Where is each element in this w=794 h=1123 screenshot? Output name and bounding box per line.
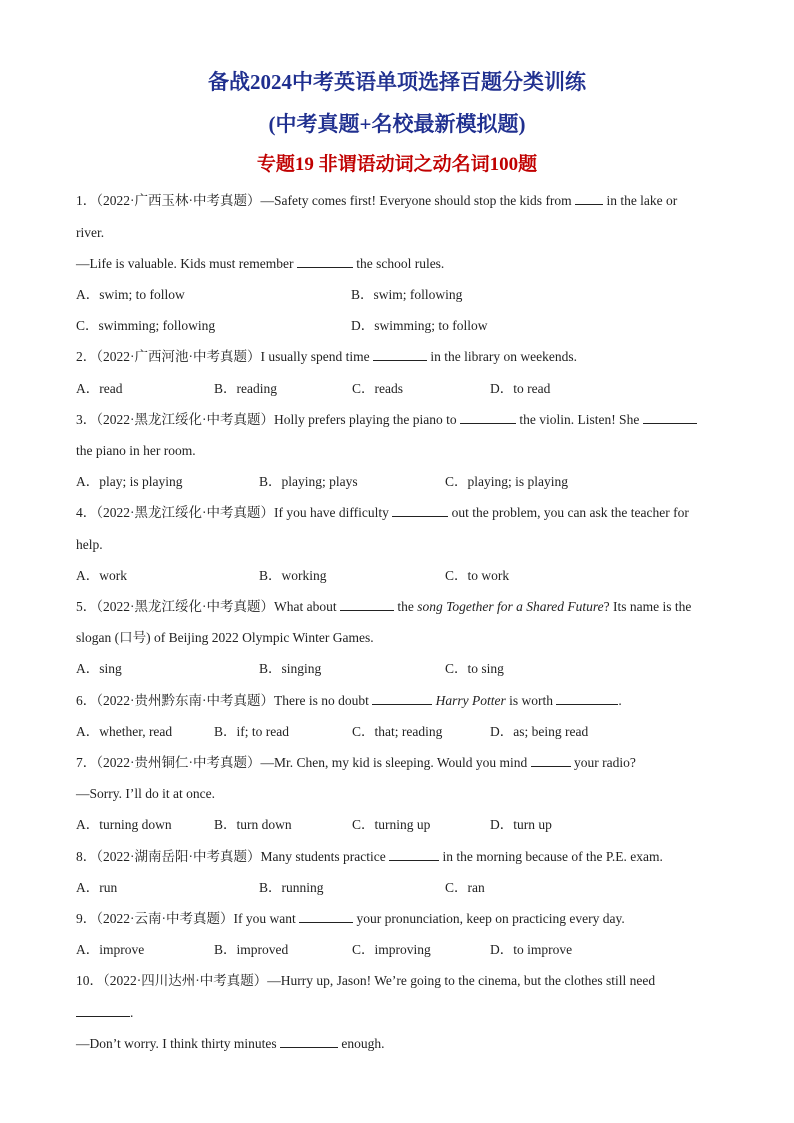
answer-blank <box>643 411 697 424</box>
question-7-option-a: A．turning down <box>76 817 172 832</box>
question-9-option-c: C．improving <box>352 942 431 957</box>
question-7-option-d: D．turn up <box>490 817 552 832</box>
question-2-option-c: C．reads <box>352 381 403 396</box>
question-8-option-c: C．ran <box>445 880 485 895</box>
answer-blank <box>76 1004 130 1017</box>
question-6-line-1: 6．（2022·贵州黔东南·中考真题）There is no doubt Harry Potter is worth . <box>76 693 622 708</box>
question-10-line-1: 10．（2022·四川达州·中考真题）—Hurry up, Jason! We’re going to the cinema, but the clothes still need <box>76 973 656 988</box>
question-6-option-b: B．if; to read <box>214 724 289 739</box>
question-10-line-3: —Don’t worry. I think thirty minutes enough. <box>76 1036 385 1051</box>
question-6-option-a: A．whether, read <box>76 724 173 739</box>
question-2-option-a: A．read <box>76 381 123 396</box>
question-8-option-a: A．run <box>76 880 118 895</box>
answer-blank <box>531 754 571 767</box>
answer-blank <box>340 598 394 611</box>
book-title: Harry Potter <box>435 693 506 708</box>
question-1-line-1: 1．（2022·广西玉林·中考真题）—Safety comes first! Everyone should stop the kids from in the lake or <box>76 193 678 208</box>
document-title: 备战2024中考英语单项选择百题分类训练 <box>208 70 586 94</box>
answer-blank <box>392 504 448 517</box>
question-1-option-d: D．swimming; to follow <box>351 318 488 333</box>
question-3-line-2: the piano in her room. <box>76 443 196 458</box>
question-4-option-b: B．working <box>259 568 327 583</box>
question-6-option-c: C．that; reading <box>352 724 443 739</box>
answer-blank <box>299 910 353 923</box>
song-title: song Together for a Shared Future <box>417 599 604 614</box>
question-1-line-2: river. <box>76 225 105 240</box>
answer-blank <box>575 192 603 205</box>
question-5-line-1: 5．（2022·黑龙江绥化·中考真题）What about the song Together for a Shared Future? Its name is the <box>76 599 692 614</box>
question-5-option-a: A．sing <box>76 661 122 676</box>
answer-blank <box>280 1035 338 1048</box>
question-7-line-2: —Sorry. I’ll do it at once. <box>76 786 215 801</box>
question-9-option-d: D．to improve <box>490 942 573 957</box>
question-5-option-c: C．to sing <box>445 661 504 676</box>
answer-blank <box>389 848 439 861</box>
question-6-option-d: D．as; being read <box>490 724 589 739</box>
answer-blank <box>297 255 353 268</box>
question-7-option-b: B．turn down <box>214 817 292 832</box>
question-2-line-1: 2．（2022·广西河池·中考真题）I usually spend time in the library on weekends. <box>76 349 577 364</box>
question-3-option-c: C．playing; is playing <box>445 474 568 489</box>
question-1-line-3: —Life is valuable. Kids must remember the school rules. <box>76 256 445 271</box>
question-8-line-1: 8．（2022·湖南岳阳·中考真题）Many students practice in the morning because of the P.E. exam. <box>76 849 663 864</box>
answer-blank <box>556 692 618 705</box>
question-1-option-b: B．swim; following <box>351 287 463 302</box>
question-3-option-a: A．play; is playing <box>76 474 183 489</box>
question-9-option-a: A．improve <box>76 942 145 957</box>
question-8-option-b: B．running <box>259 880 324 895</box>
question-5-line-2: slogan (口号) of Beijing 2022 Olympic Winter Games. <box>76 630 374 645</box>
question-9-line-1: 9．（2022·云南·中考真题）If you want your pronunciation, keep on practicing every day. <box>76 911 625 926</box>
question-7-line-1: 7．（2022·贵州铜仁·中考真题）—Mr. Chen, my kid is sleeping. Would you mind your radio? <box>76 755 636 770</box>
question-7-option-c: C．turning up <box>352 817 431 832</box>
question-3-option-b: B．playing; plays <box>259 474 358 489</box>
question-4-option-a: A．work <box>76 568 127 583</box>
answer-blank <box>373 348 427 361</box>
question-5-option-b: B．singing <box>259 661 322 676</box>
question-4-option-c: C．to work <box>445 568 510 583</box>
question-10-line-2: . <box>76 1004 133 1022</box>
question-3-line-1: 3．（2022·黑龙江绥化·中考真题）Holly prefers playing the piano to the violin. Listen! She <box>76 411 697 429</box>
answer-blank <box>460 411 516 424</box>
question-2-option-d: D．to read <box>490 381 551 396</box>
question-4-line-2: help. <box>76 537 103 552</box>
question-9-option-b: B．improved <box>214 942 289 957</box>
document-subtitle: (中考真题+名校最新模拟题) <box>268 112 526 136</box>
topic-heading: 专题19 非谓语动词之动名词100题 <box>256 154 538 175</box>
question-1-option-a: A．swim; to follow <box>76 287 185 302</box>
answer-blank <box>372 692 432 705</box>
question-2-option-b: B．reading <box>214 381 277 396</box>
question-4-line-1: 4．（2022·黑龙江绥化·中考真题）If you have difficulty out the problem, you can ask the teacher for <box>76 505 689 520</box>
question-1-option-c: C．swimming; following <box>76 318 216 333</box>
